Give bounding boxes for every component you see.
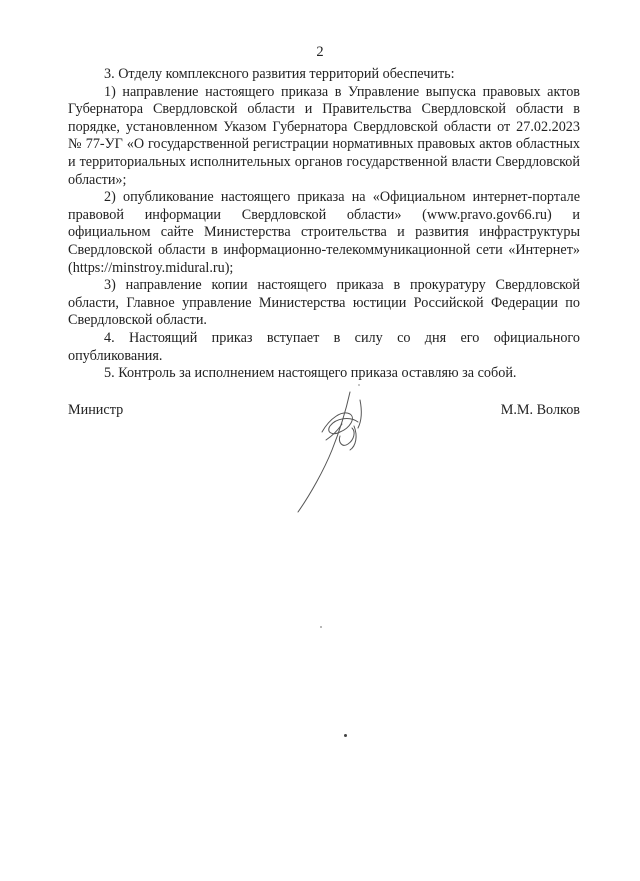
paragraph-3-3: 3) направление копии настоящего приказа в прокуратуру Свердловской области, Главное управление Министерства юстиции Российской Федерации по Свердловской области. <box>68 277 580 329</box>
signer-role: Министр <box>68 402 124 418</box>
page-number: 2 <box>316 44 324 60</box>
signer-name: М.М. Волков <box>500 402 580 418</box>
scan-speck <box>344 734 347 737</box>
scan-speck <box>320 626 322 628</box>
document-body <box>68 66 580 383</box>
scan-speck <box>358 384 360 386</box>
paragraph-3: 3. Отделу комплексного развития территорий обеспечить: <box>104 66 455 82</box>
paragraph-3-2: 2) опубликование настоящего приказа на «Официальном интернет-портале правовой информации Свердловской области» (www.pravo.gov66.ru) и официальном сайте Министерства строительства и развития инфраструктуры Свердловской области в информационно-телекоммуникационной сети «Интернет» (https://minstroy.midural.ru); <box>68 189 580 276</box>
paragraph-5: 5. Контроль за исполнением настоящего приказа оставляю за собой. <box>104 365 517 382</box>
paragraph-3-1: 1) направление настоящего приказа в Управление выпуска правовых актов Губернатора Свердловской области и Правительства Свердловской области в порядке, установленном Указом Губернатора Свердловской области от 27.02.2023 № 77-УГ «О государственной регистрации нормативных правовых актов областных и территориальных исполнительных органов государственной власти Свердловской области»; <box>68 83 580 188</box>
paragraph-4: 4. Настоящий приказ вступает в силу со дня его официального опубликования. <box>68 329 580 364</box>
handwritten-signature-icon <box>280 370 390 520</box>
